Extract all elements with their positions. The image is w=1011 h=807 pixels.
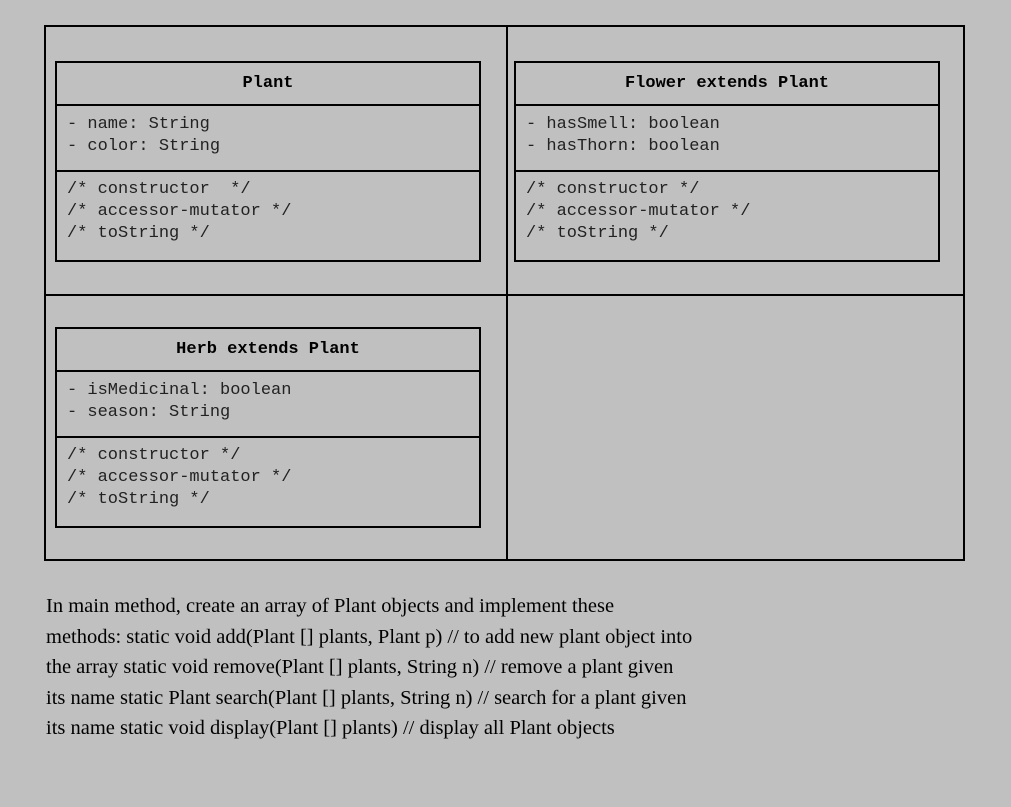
method: /* toString */	[67, 224, 210, 243]
flower-class-box	[514, 61, 940, 262]
flower-class-methods	[516, 172, 938, 245]
method: /* toString */	[67, 490, 210, 509]
method: /* constructor */	[67, 180, 251, 199]
herb-class-attributes	[57, 372, 479, 438]
flower-class-attributes	[516, 106, 938, 172]
plant-class-attributes	[57, 106, 479, 172]
attribute: - color: String	[67, 137, 221, 156]
method: /* accessor-mutator */	[67, 468, 292, 487]
herb-class-methods	[57, 438, 479, 511]
plant-class-box	[55, 61, 481, 262]
method: /* accessor-mutator */	[67, 202, 292, 221]
attribute: - hasSmell: boolean	[526, 115, 720, 134]
method: /* constructor */	[67, 446, 241, 465]
attribute: - season: String	[67, 403, 231, 422]
description-line: In main method, create an array of Plant objects and implement these	[46, 595, 615, 617]
attribute: - isMedicinal: boolean	[67, 381, 292, 400]
method: /* accessor-mutator */	[526, 202, 751, 221]
description-line: methods: static void add(Plant [] plants, Plant p) // to add new plant object into	[46, 625, 693, 648]
assignment-description	[46, 591, 826, 744]
table-horizontal-divider	[46, 294, 963, 296]
herb-class-box	[55, 327, 481, 528]
description-line: its name static Plant search(Plant [] plants, String n) // search for a plant given	[46, 686, 687, 709]
plant-class-title: Plant	[57, 63, 479, 106]
table-vertical-divider	[506, 27, 508, 559]
flower-class-title: Flower extends Plant	[516, 63, 938, 106]
attribute: - name: String	[67, 115, 210, 134]
herb-class-title: Herb extends Plant	[57, 329, 479, 372]
description-line: the array static void remove(Plant [] plants, String n) // remove a plant given	[46, 656, 674, 678]
attribute: - hasThorn: boolean	[526, 137, 720, 156]
method: /* constructor */	[526, 180, 700, 199]
description-line: its name static void display(Plant [] plants) // display all Plant objects	[46, 717, 615, 739]
method: /* toString */	[526, 224, 669, 243]
plant-class-methods	[57, 172, 479, 245]
